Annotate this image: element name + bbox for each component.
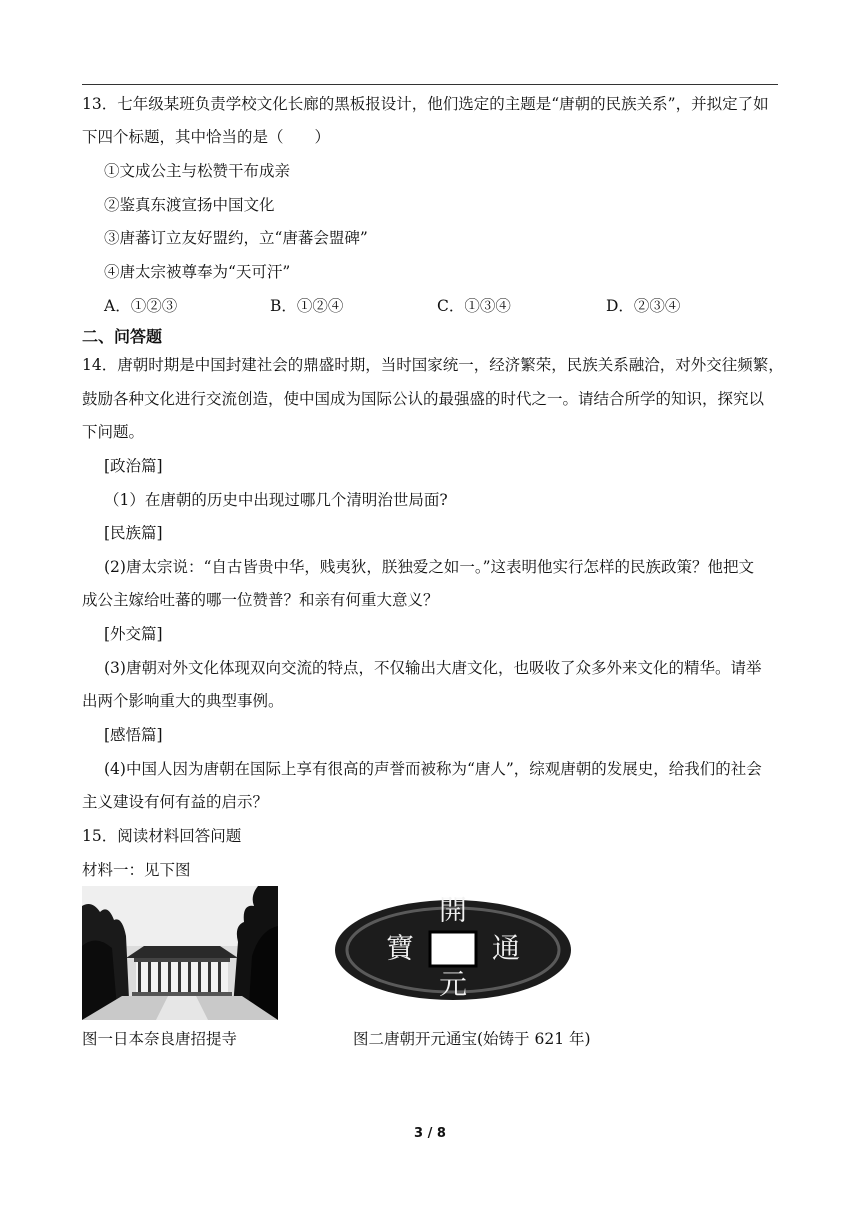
q14-subquestion-4-line1: (4)中国人因为唐朝在国际上享有很高的声誉而被称为“唐人”，综观唐朝的发展史，给我们的社会 [104, 760, 762, 778]
q14-subquestion-2-line1: (2)唐太宗说：“自古皆贵中华，贱夷狄，朕独爱之如一。”这表明他实行怎样的民族政策？他把文 [104, 558, 755, 576]
coin-char-top: 開 [438, 894, 468, 927]
q13-stem-line1: 13．七年级某班负责学校文化长廊的黑板报设计，他们选定的主题是“唐朝的民族关系”，并拟定了如 [82, 95, 769, 113]
q14-subquestion-2-line2: 成公主嫁给吐蕃的哪一位赞普？和亲有何重大意义？ [82, 591, 439, 609]
q13-option-a: A．①②③ [104, 297, 178, 315]
q14-subquestion-3-line2: 出两个影响重大的典型事例。 [82, 692, 284, 710]
q13-item-1: ①文成公主与松赞干布成亲 [104, 162, 291, 180]
fig1-caption: 图一日本奈良唐招提寺 [82, 1030, 238, 1048]
q14-subquestion-3-line1: (3)唐朝对外文化体现双向交流的特点，不仅输出大唐文化，也吸收了众多外来文化的精华。请举 [104, 659, 762, 677]
q13-option-d: D．②③④ [606, 297, 681, 315]
q13-item-4: ④唐太宗被尊奉为“天可汗” [104, 263, 291, 281]
q13-item-3: ③唐蕃订立友好盟约，立“唐蕃会盟碑” [104, 229, 368, 247]
q14-politics-label: [政治篇] [104, 457, 163, 475]
q14-reflection-label: [感悟篇] [104, 726, 163, 744]
q13-option-b: B．①②④ [270, 297, 344, 315]
q13-option-c: C．①③④ [437, 297, 511, 315]
q13-item-2: ②鉴真东渡宣扬中国文化 [104, 196, 275, 214]
q15-material1-label: 材料一：见下图 [82, 861, 191, 879]
coin-rubbing [330, 894, 576, 1006]
page-number: 3 / 8 [414, 1126, 446, 1141]
q13-stem-line2: 下四个标题，其中恰当的是（ ） [82, 128, 331, 146]
q14-diplomacy-label: [外交篇] [104, 625, 163, 643]
q15-stem: 15．阅读材料回答问题 [82, 827, 242, 845]
coin-char-right: 通 [491, 931, 521, 965]
q14-stem-line3: 下问题。 [82, 423, 145, 441]
q14-stem-line1: 14．唐朝时期是中国封建社会的鼎盛时期，当时国家统一，经济繁荣，民族关系融洽，对外交往频繁， [82, 356, 784, 374]
fig2-caption: 图二唐朝开元通宝(始铸于 621 年) [353, 1030, 591, 1048]
temple-photo [82, 886, 278, 1020]
coin-char-left: 寶 [385, 931, 415, 965]
coin-char-bottom: 元 [438, 967, 468, 1001]
q14-ethnic-label: [民族篇] [104, 524, 163, 542]
header-rule [82, 84, 778, 85]
q14-stem-line2: 鼓励各种文化进行交流创造，使中国成为国际公认的最强盛的时代之一。请结合所学的知识，探究以 [82, 390, 765, 408]
section-heading: 二、问答题 [82, 327, 163, 346]
q14-subquestion-1: （1）在唐朝的历史中出现过哪几个清明治世局面? [104, 491, 448, 509]
q14-subquestion-4-line2: 主义建设有何有益的启示？ [82, 793, 269, 811]
